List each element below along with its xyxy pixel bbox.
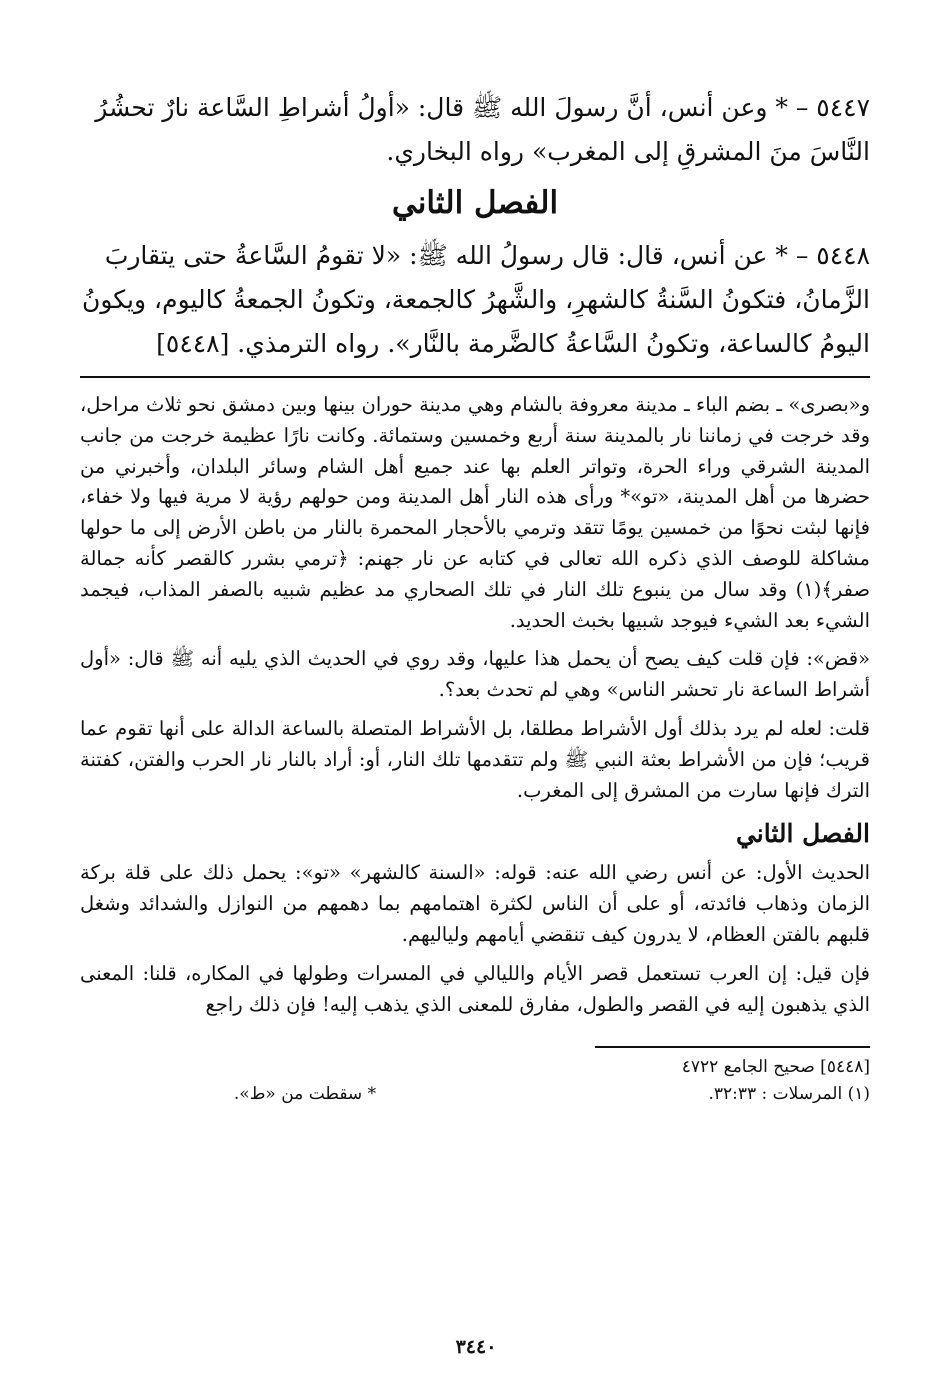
commentary-section-title: الفصل الثاني <box>735 819 870 849</box>
commentary-paragraph-2: «قض»: فإن قلت كيف يصح أن يحمل هذا عليها، وقد روي في الحديث الذي يليه أنه ﷺ قال: «أول أشراط الساعة نار تحشر الناس» وهي لم تحدث بعد؟. <box>80 647 870 702</box>
text-commentary-divider <box>80 376 870 378</box>
hadith-5447 <box>80 86 870 174</box>
hadith-5448 <box>80 234 870 366</box>
footnote-hadith-ref: [٥٤٤٨] صحيح الجامع ٤٧٢٢ <box>681 1057 870 1078</box>
hadith-5448-line-3: اليومُ كالساعة، وتكونُ السَّاعةُ كالضَّرمة بالنَّار». رواه الترمذي. [٥٤٤٨] <box>156 329 870 358</box>
hadith-5447-line-2: النَّاسَ منَ المشرقِ إلى المغرب» رواه البخاري. <box>386 137 870 166</box>
page-number: ٣٤٤٠ <box>455 1336 497 1358</box>
hadith-5448-line-1: ٥٤٤٨ – * عن أنس، قال: قال رسولُ الله ﷺ: «لا تقومُ السَّاعةُ حتى يتقاربَ <box>104 241 870 270</box>
commentary-paragraph-4: الحديث الأول: عن أنس رضي الله عنه: قوله: «السنة كالشهر» «تو»: يحمل ذلك على قلة بركة الزمان وذهاب فائدته، أو على أن الناس لكثرة اهتمامهم بما دهمهم من النوازل والشدائد وشغل قلبهم بالفتن العظام، لا يدرون كيف تنقضي أيامهم ولياليهم. <box>80 861 870 946</box>
hadith-5448-line-2: الزَّمانُ، فتكونُ السَّنةُ كالشهرِ، والشَّهرُ كالجمعة، وتكونُ الجمعةُ كاليوم، ويكونُ <box>81 285 870 314</box>
commentary-paragraph-3: قلت: لعله لم يرد بذلك أول الأشراط مطلقا، بل الأشراط المتصلة بالساعة الدالة على أنها تقوم عما قريب؛ فإن من الأشراط بعثة النبي ﷺ ولم تتقدمها تلك النار، أو: أراد بالنار نار الحرب والفتن، كفتنة الترك فإنها سارت من المشرق إلى المغرب. <box>80 716 870 802</box>
footnote-1: (١) المرسلات : ٣٢:٣٣. <box>708 1084 870 1105</box>
hadith-5447-line-1: ٥٤٤٧ – * وعن أنس، أنَّ رسولَ الله ﷺ قال: «أولُ أشراطِ السَّاعة نارٌ تحشُرُ <box>95 93 870 122</box>
footnote-asterisk: * سقطت من «ط». <box>233 1084 377 1105</box>
footnote-divider <box>595 1046 870 1048</box>
commentary-paragraph-5: فإن قيل: إن العرب تستعمل قصر الأيام والليالي في المسرات وطولها في المكاره، قلنا: المعنى الذي يذهبون إليه في القصر والطول، مفارق للمعنى الذي يذهب إليه! فإن ذلك راجع <box>80 961 870 1016</box>
commentary-paragraph-1: و«بصرى» ـ بضم الباء ـ مدينة معروفة بالشام وهي مدينة حوران بينها وبين دمشق نحو ثلاث مراحل، وقد خرجت في زماننا نار بالمدينة سنة أربع وخمسين وستمائة. وكانت نارًا عظيمة خرجت من جانب المدينة الشرقي وراء الحرة، وتواتر العلم بها عند جميع أهل الشام وسائر البلدان، وأخبرني من حضرها من أهل المدينة، «تو»* ورأى هذه النار أهل المدينة ومن حولهم رؤية لا مرية فيها ولا خفاء، فإنها لبثت نحوًا من خمسين يومًا تتقد وترمي بالأحجار المحمرة بالنار من باطن الأرض إلى ما حولها مشاكلة للوصف الذي ذكره الله تعالى في كتابه عن نار جهنم: ﴿ترمي بشرر كالقصر كأنه جمالة صفر﴾(١) وقد سال من ينبوع تلك النار في تلك الصحاري مد عظيم شبيه بالصفر المذاب، فيجمد الشيء بعد الشيء فيوجد شبيها بخبث الحديد. <box>80 393 870 632</box>
footnotes <box>80 1054 870 1108</box>
section-title: الفصل الثاني <box>391 185 559 221</box>
